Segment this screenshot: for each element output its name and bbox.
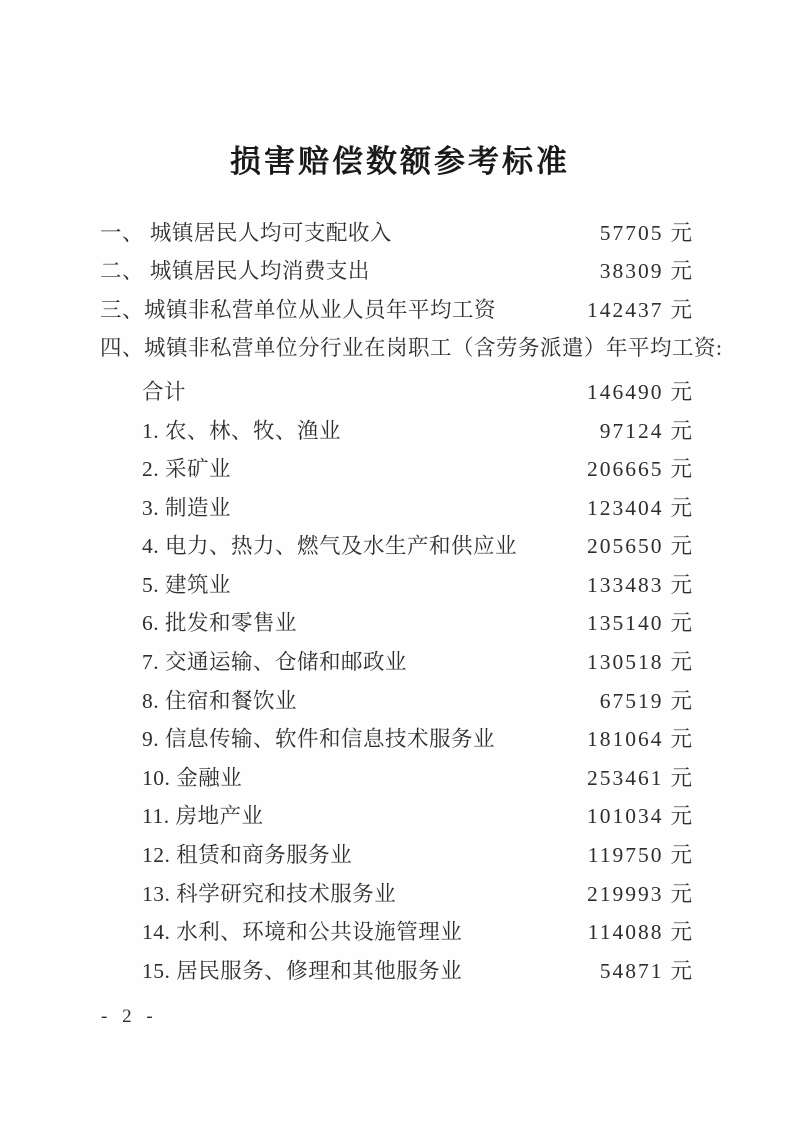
item-value: 146490 xyxy=(586,379,664,404)
item-unit: 元 xyxy=(670,727,692,752)
item-amount xyxy=(588,845,692,867)
table-row xyxy=(100,412,692,451)
table-row xyxy=(100,952,692,991)
item-unit: 元 xyxy=(670,843,692,868)
item-label: 2. 采矿业 xyxy=(142,457,232,482)
item-label: 1. 农、林、牧、渔业 xyxy=(142,418,342,443)
item-label: 15. 居民服务、修理和其他服务业 xyxy=(142,958,463,983)
item-amount xyxy=(599,220,692,245)
item-amount xyxy=(586,379,692,404)
item-unit: 元 xyxy=(670,418,692,443)
table-row xyxy=(100,914,692,953)
item-amount xyxy=(586,765,692,790)
item-amount xyxy=(588,922,692,944)
item-amount xyxy=(587,536,692,558)
item-amount xyxy=(587,806,692,828)
table-row xyxy=(100,605,692,644)
item-unit: 元 xyxy=(670,765,692,790)
item-value: 142437 xyxy=(586,297,664,322)
item-unit: 元 xyxy=(670,572,692,597)
item-value: 181064 xyxy=(586,727,664,752)
item-amount xyxy=(722,338,729,360)
item-value: 205650 xyxy=(586,534,664,559)
item-unit: 元 xyxy=(670,297,692,322)
item-label: 合计 xyxy=(142,379,187,404)
item-amount xyxy=(587,613,692,635)
item-value: 54871 xyxy=(599,958,664,983)
page-number: - 2 - xyxy=(101,1006,158,1027)
item-unit: 元 xyxy=(670,881,692,906)
item-value: 135140 xyxy=(586,611,664,636)
table-row xyxy=(100,837,692,876)
table-row xyxy=(100,644,692,683)
item-label: 10. 金融业 xyxy=(142,765,243,790)
table-row xyxy=(100,875,692,914)
item-value: 57705 xyxy=(599,220,664,245)
item-label: 三、城镇非私营单位从业人员年平均工资 xyxy=(100,297,497,322)
item-unit: 元 xyxy=(670,534,692,559)
table-row xyxy=(100,214,692,253)
item-amount xyxy=(587,459,692,481)
item-unit: 元 xyxy=(670,259,692,284)
item-label: 7. 交通运输、仓储和邮政业 xyxy=(142,650,408,675)
item-unit: 元 xyxy=(670,495,692,520)
item-unit: 元 xyxy=(670,958,692,983)
table-row xyxy=(100,291,692,330)
item-amount xyxy=(599,418,692,443)
item-label: 14. 水利、环境和公共设施管理业 xyxy=(142,920,463,945)
item-amount xyxy=(587,652,692,674)
table-row xyxy=(100,682,692,721)
item-value: 97124 xyxy=(599,418,664,443)
item-label: 一、 城镇居民人均可支配收入 xyxy=(100,220,392,245)
item-amount xyxy=(599,688,692,713)
item-label: 11. 房地产业 xyxy=(142,804,264,829)
item-unit: 元 xyxy=(670,220,692,245)
item-value: 101034 xyxy=(586,804,664,829)
item-amount xyxy=(586,495,692,520)
item-value: 133483 xyxy=(586,572,664,597)
item-value: 119750 xyxy=(587,843,664,868)
item-label: 12. 租赁和商务服务业 xyxy=(142,843,353,868)
table-row xyxy=(100,451,692,490)
table-row xyxy=(100,373,692,412)
item-unit: 元 xyxy=(670,920,692,945)
item-label: 4. 电力、热力、燃气及水生产和供应业 xyxy=(142,534,518,559)
item-amount xyxy=(586,297,692,322)
item-value: 219993 xyxy=(586,881,664,906)
item-unit: 元 xyxy=(670,804,692,829)
table-row xyxy=(100,528,692,567)
table-row xyxy=(100,253,692,292)
standards-list xyxy=(100,214,723,991)
item-unit: 元 xyxy=(670,611,692,636)
item-value: 253461 xyxy=(586,765,664,790)
table-row xyxy=(100,721,692,760)
table-row xyxy=(100,330,723,369)
item-unit: 元 xyxy=(670,379,692,404)
item-unit: 元 xyxy=(670,688,692,713)
item-label: 5. 建筑业 xyxy=(142,572,232,597)
item-amount xyxy=(586,572,692,597)
item-label: 3. 制造业 xyxy=(142,495,232,520)
item-value: 206665 xyxy=(586,457,664,482)
page-title: 损害赔偿数额参考标准 xyxy=(230,144,570,179)
item-label: 13. 科学研究和技术服务业 xyxy=(142,881,397,906)
item-label: 四、城镇非私营单位分行业在岗职工（含劳务派遣）年平均工资: xyxy=(100,336,723,361)
table-row xyxy=(100,798,692,837)
item-value: 130518 xyxy=(586,650,664,675)
item-label: 8. 住宿和餐饮业 xyxy=(142,688,298,713)
item-label: 9. 信息传输、软件和信息技术服务业 xyxy=(142,727,496,752)
item-label: 二、 城镇居民人均消费支出 xyxy=(100,259,370,284)
item-label: 6. 批发和零售业 xyxy=(142,611,298,636)
item-unit: 元 xyxy=(670,457,692,482)
item-amount xyxy=(586,881,692,906)
item-value: 123404 xyxy=(586,495,664,520)
item-value: 38309 xyxy=(599,259,664,284)
item-value: 67519 xyxy=(599,688,664,713)
item-amount xyxy=(587,729,692,751)
item-amount xyxy=(599,958,692,983)
item-value: 114088 xyxy=(587,920,664,945)
item-amount xyxy=(600,261,692,283)
item-unit: 元 xyxy=(670,650,692,675)
table-row xyxy=(100,566,692,605)
table-row xyxy=(100,489,692,528)
table-row xyxy=(100,759,692,798)
